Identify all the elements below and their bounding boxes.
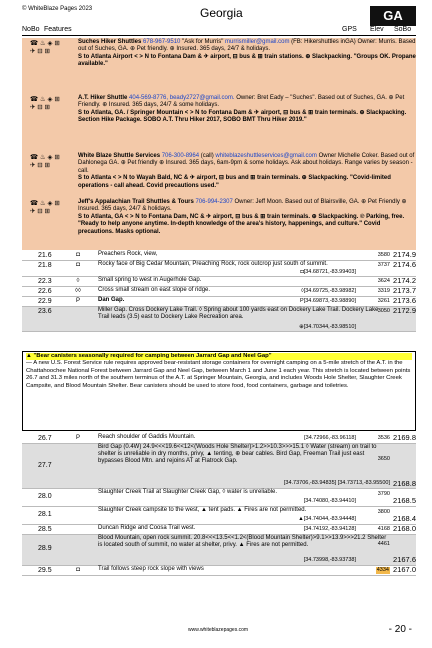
nobo-mile: 21.6 xyxy=(38,252,52,259)
service-jeffs xyxy=(22,198,416,250)
service-text: (FB: Hikershuttles inGA) Owner: Murris. Based out of Suches, GA. ⊕ Pet friendly. ⊕ Insured. 365 days, 24/7 & holidays. xyxy=(78,39,416,53)
sobo-mile: 2174.2 xyxy=(393,276,416,285)
service-email[interactable]: whiteblazeshuttleservices@gmail.com xyxy=(215,153,317,159)
elevation: 3261 xyxy=(377,298,390,304)
state-code-badge: GA xyxy=(370,6,416,26)
sobo-mile: 2173.7 xyxy=(393,286,416,295)
trail-row xyxy=(22,297,416,307)
service-icons: ☎ ♨ ◈ ⊞ ✈ ⊟ ⊞ xyxy=(30,96,60,111)
service-text: Owner Michelle Coker. Based out of Dahlonega GA. ⊕ Pet friendly ⊕ Insured. 365 days, 6am-9pm & some holidays. Ask about holidays. Range varies by season - call. xyxy=(78,153,415,174)
row-text: Miller Gap. Cross Dockery Lake Trail. ◊ Spring about 100 yards east on Dockery Lake Trail. Dockery Lake Trail leads (3.5) east to Dockery Lake Recreation area. xyxy=(98,307,379,320)
service-icons: ☎ ♨ ◈ ⊞ ✈ ⊟ ⊞ xyxy=(30,40,60,55)
gps: [34.74192,-83.94128] xyxy=(303,526,356,532)
notice-body: — A new U.S. Forest Service rule requires approved bear-resistant storage containers for overnight camping on a 5-mile stretch of the A.T. in the Chattahoochee National Forest between Jarrard Gap and Neel Gap, between March 1 and June 1 each year. This stretch is located between points 26.7 and 31.3 miles north of the southern terminus of the A.T. at Springer Mountain, Georgia, and includes Woods Hole Shelter, Slaughter Creek Campsite, and Blood Mountain Shelter. Bear canisters should be used to store food, food containers, garbage and toiletries. xyxy=(26,360,411,389)
row-text: Preachers Rock, view, xyxy=(98,251,158,257)
service-phone[interactable]: 678-967-9510 xyxy=(143,39,181,45)
service-text: (call) xyxy=(200,153,214,159)
elevation: 3050 xyxy=(377,308,390,314)
sobo-mile: 2174.9 xyxy=(393,250,416,259)
gps: [34.72966,-83.96118] xyxy=(304,435,356,441)
page-number: - 20 - xyxy=(388,624,412,635)
nobo-mile: 22.6 xyxy=(38,288,52,295)
header-rule xyxy=(22,35,416,36)
elevation: 4334 xyxy=(376,567,389,573)
sobo-mile: 2168.0 xyxy=(393,524,416,533)
elevation: 3737 xyxy=(377,262,390,268)
gps: ◘[34.68721,-83.99403] xyxy=(300,269,356,275)
nobo-mile: 28.1 xyxy=(38,511,52,518)
feature-icons: P xyxy=(75,298,80,304)
elevation: 3650 xyxy=(377,456,390,462)
service-text: Owner: Bret Eady – "Suches". Based out of Suches, GA. ⊕ Pet Friendly. ⊕ Insured. 365 days, 24/7 & some holidays. xyxy=(78,95,405,109)
service-text: S to Atlanta < > N to Wayah Bald, NC & ✈ airport, ⊟ bus and ⊞ train terminals. ⊕ Slackpacking. "Covid-limited operations - call ahead. Covid precautions used." xyxy=(78,175,391,189)
copyright: © WhiteBlaze Pages 2023 xyxy=(22,6,93,12)
feature-icons: P xyxy=(75,435,80,441)
service-text: Owner: Jeff Moon. Based out of Blairsville, GA. ⊕ Pet Friendly ⊕ Insured. 365 days, 24/7 & holidays. xyxy=(78,199,407,213)
service-at-hiker xyxy=(22,94,416,152)
service-email[interactable]: murrismiller@gmail.com xyxy=(225,39,290,45)
row-text: Duncan Ridge and Coosa Trail west. xyxy=(98,525,196,531)
elevation: 3580 xyxy=(377,252,390,258)
elevation: 3536 xyxy=(377,435,390,441)
elevation: 3800 xyxy=(377,509,390,515)
nobo-mile: 22.9 xyxy=(38,298,52,305)
elevation: 4461 xyxy=(377,541,390,547)
footer-url[interactable]: www.whiteblazepages.com xyxy=(188,627,249,633)
col-features: Features xyxy=(44,26,72,33)
service-icons: ☎ ♨ ◈ ⊞ ✈ ⊟ ⊞ xyxy=(30,200,60,215)
service-white-blaze xyxy=(22,152,416,198)
trail-row xyxy=(22,251,416,261)
row-text: Small spring to west in Augerhole Gap. xyxy=(98,277,202,283)
elevation: 3790 xyxy=(377,491,390,497)
gps: [34.74080,-83.94410] xyxy=(303,498,356,504)
nobo-mile: 28.9 xyxy=(38,545,52,552)
col-sobo: SoBo xyxy=(394,26,412,33)
col-elev: Elev xyxy=(370,26,384,33)
row-text: Rocky face of Big Cedar Mountain, Preaching Rock, rock outcrop just south of summit. xyxy=(98,261,328,267)
sobo-mile: 2168.4 xyxy=(393,514,416,523)
row-text: Dan Gap. xyxy=(98,297,125,303)
feature-icons: ◘ xyxy=(76,252,80,258)
nobo-mile: 27.7 xyxy=(38,462,52,469)
service-name: Jeff's Appalachian Trail Shuttles & Tours xyxy=(78,199,194,205)
trail-row-miller-gap xyxy=(22,307,416,332)
gps: ⊕[34.70344,-83.98510] xyxy=(299,324,356,330)
sobo-mile: 2174.6 xyxy=(393,260,416,269)
gps: P[34.69873,-83.98890] xyxy=(300,298,356,304)
gps: [34.73998,-83.93738] xyxy=(303,557,356,563)
nobo-mile: 28.5 xyxy=(38,526,52,533)
row-text: Slaughter Creek Trail at Slaughter Creek Gap, ◊ water is unreliable. xyxy=(98,489,278,495)
service-phone[interactable]: 404-569-8776, xyxy=(129,95,169,101)
col-nobo: NoBo xyxy=(22,26,40,33)
service-text: S to Atlanta, GA < > N to Fontana Dam, NC & ✈ airport, ⊟ bus & ⊞ train terminals. ⊕ Slackpacking. ℗ Parking, free. "Ready to help anyone anytime. In-depth knowledge of the area's history, happenings, and culture." Covid precautions. Masks optional. xyxy=(78,213,405,235)
service-phone[interactable]: 706-300-8964 xyxy=(161,153,200,159)
elevation: 3624 xyxy=(377,278,390,284)
trail-row xyxy=(22,566,416,576)
trail-row xyxy=(22,277,416,287)
trail-row xyxy=(22,507,416,525)
page-header xyxy=(22,6,416,34)
row-text: Reach shoulder of Gaddis Mountain. xyxy=(98,434,196,440)
trail-row xyxy=(22,261,416,277)
service-name: A.T. Hiker Shuttle xyxy=(78,95,128,101)
service-icons: ☎ ♨ ◈ ⊞ ✈ ⊟ ⊞ xyxy=(30,154,60,169)
row-text: Cross small stream on east slope of ridge. xyxy=(98,287,211,293)
feature-icons: ◘ xyxy=(76,567,80,573)
row-text: Bird Gap (0.4W) 24.9<<<19.6<<12<(Woods Hole Shelter)>1.2>>10.3>>>15.1 ◊ Water (stream) on trail to shelter is unreliable in dry months, privy, ▲ tenting, ⊕ bear cables. Bird Gap, Freeman Trail just east bypasses Blood Mtn. and rejoins AT at Flatrock Gap. xyxy=(98,444,377,464)
nobo-mile: 22.3 xyxy=(38,278,52,285)
row-text: Blood Mountain, open rock summit. 20.8<<<13.5<<1.2<(Blood Mountain Shelter)>9.1>>13.9>>>21.2 Shelter is located south of summit, no water at shelter, privy. ▲ Fires are not permitted. xyxy=(98,535,387,548)
service-text: "Ask for Murris" xyxy=(182,39,224,45)
service-name: Suches Hiker Shuttles xyxy=(78,39,142,45)
nobo-mile: 29.5 xyxy=(38,567,52,574)
trail-row-bird-gap xyxy=(22,444,416,489)
feature-icons: ◊ xyxy=(76,278,80,284)
elevation: 3319 xyxy=(377,288,390,294)
trail-row xyxy=(22,434,416,444)
sobo-mile: 2172.9 xyxy=(393,306,416,315)
gps: ▲[34.74044,-83.94448] xyxy=(298,516,356,522)
feature-icons: ◘ xyxy=(76,262,80,268)
trail-row xyxy=(22,287,416,297)
gps: ◊[34.69725,-83.98982] xyxy=(300,288,356,294)
service-suches xyxy=(22,38,416,94)
state-title: Georgia xyxy=(200,6,243,20)
service-text: S to Atlanta Airport < > N to Fontana Dam & ✈ airport, ⊟ bus & ⊞ train stations. ⊕ Slackpacking. "Groups OK. Propane available." xyxy=(78,53,416,68)
notice-title: ▲ "Bear canisters seasonally required for camping between Jarrard Gap and Neel Gap" xyxy=(26,353,412,360)
service-name: White Blaze Shuttle Services xyxy=(78,153,161,159)
nobo-mile: 21.8 xyxy=(38,262,52,269)
bear-canister-notice xyxy=(22,351,416,431)
sobo-mile: 2167.6 xyxy=(393,555,416,564)
row-text: Trail follows steep rock slope with views xyxy=(98,566,204,572)
trail-row-blood-mountain xyxy=(22,535,416,566)
service-text: S to Atlanta, GA. / Springer Mountain < > N to Fontana Dam & ✈ airport, ⊟ bus & ⊞ train terminals. ⊕ Slackpacking. Section Hike Package. SOBO A.T. Thru Hiker 2017, SOBO BMT Thru Hiker 2019." xyxy=(78,109,407,124)
service-email[interactable]: beady2727@gmail.com. xyxy=(169,95,235,101)
nobo-mile: 28.0 xyxy=(38,493,52,500)
elevation: 4168 xyxy=(377,526,390,532)
service-phone[interactable]: 706-994-2307 xyxy=(195,199,233,205)
sobo-mile: 2173.6 xyxy=(393,296,416,305)
sobo-mile: 2167.0 xyxy=(393,565,416,574)
feature-icons: ◊◊ xyxy=(75,288,81,294)
sobo-mile: 2168.5 xyxy=(393,496,416,505)
nobo-mile: 26.7 xyxy=(38,435,52,442)
trail-row xyxy=(22,525,416,535)
nobo-mile: 23.6 xyxy=(38,308,52,315)
gps: [34.73706,-83.94835] [34.73713,-83.95500] xyxy=(283,480,390,486)
row-text: Slaughter Creek campsite to the west, ▲ tent pads. ▲ Fires are not permitted. xyxy=(98,507,307,513)
trail-row xyxy=(22,489,416,507)
sobo-mile: 2168.8 xyxy=(393,479,416,488)
col-gps: GPS xyxy=(342,26,357,33)
sobo-mile: 2169.8 xyxy=(393,433,416,442)
